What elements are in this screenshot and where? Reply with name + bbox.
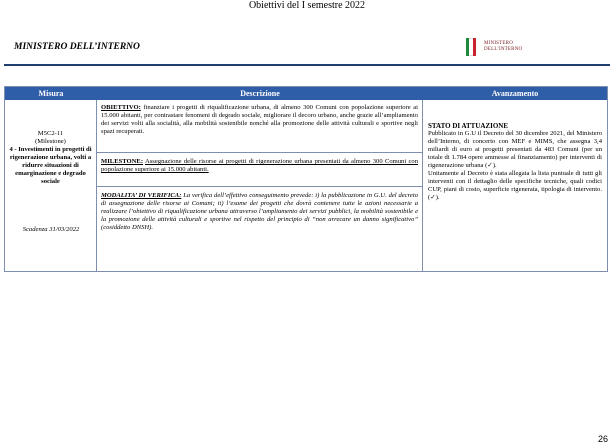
page-number: 26 [597,434,608,444]
avanzamento-cell [423,100,607,271]
verifica-label: MODALITA’ DI VERIFICA: [101,192,182,199]
header-descrizione: Descrizione [240,89,280,98]
avanzamento-title: STATO DI ATTUAZIONE [428,122,509,130]
logo-line-1: MINISTERO [484,41,514,46]
italian-flag-icon [466,38,476,56]
divider [97,186,422,187]
logo-line-2: DELL’INTERNO [484,47,523,52]
obiettivo-block [101,104,418,136]
divider [97,152,422,153]
milestone-table [4,86,608,272]
misura-deadline: Scadenza 31/03/2022 [22,226,80,233]
milestone-label: MILESTONE: [101,158,144,165]
misura-code: M5C2-11 [37,130,64,137]
ministry-title: MINISTERO DELL’INTERNO [14,42,140,52]
header-avanzamento: Avanzamento [491,89,539,98]
logo-text [484,41,522,53]
page-top-title: Obiettivi del I semestre 2022 [248,0,366,11]
avanzamento-paragraph-1: Pubblicato in G.U il Decreto del 30 dicembre 2021, del Ministero dell’Interno, di concerto con MEF e MIMS, che assegna 3,4 miliardi di euro ai progetti presentati da 483 Comuni (per un totale di 1.784 opere ammesse al finanziamento) per interventi di rigenerazione urbana (✓). [428,130,602,169]
misura-title: 4 - Investimenti in progetti di rigenerazione urbana, volti a ridurre situazioni di emarginazione e degrado sociale [9,146,92,185]
obiettivo-label: OBIETTIVO: [101,104,141,111]
header-rule [4,64,610,66]
obiettivo-text: finanziare i progetti di riqualificazione urbana, di almeno 300 Comuni con popolazione superiore ai 15.000 abitanti, per contrastare fenomeni di degrado sociale, migliorare il decoro urbano, anche grazie all’ampliamento dei servizi volti alla socialità, alla mobilità sostenibile nonché alla promozione delle attività culturali e sportive negli spazi recuperati. [101,104,418,135]
milestone-text: Assegnazione delle risorse ai progetti di rigenerazione urbana presentati da almeno 300 Comuni con popolazione superiore ai 15.000 abitanti. [101,158,418,173]
avanzamento-paragraph-2: Unitamente al Decreto è stata allegata la lista puntuale di tutti gli interventi con il dettaglio delle specifiche tecniche, quali codici CUP, piani di costo, superficie rigenerata, tipologia di intervento. (✓). [428,170,602,201]
table-header [5,87,607,100]
descrizione-cell [97,100,423,271]
verifica-text: La verifica dell’effettivo conseguimento prevede: i) la pubblicazione in G.U. del decreto di assegnazione delle risorse ai Comuni; ii) l’esame dei progetti che dovrà contenere tutte le azioni necessarie a realizzare l’obiettivo di riqualificazione urbana attraverso l’ampliamento dei servizi pubblici, la mobilità sostenibile e la promozione delle attività culturali e sportive nel rispetto del principio di “non arrecare un danno significativo” (cosiddetto DNSH). [101,192,418,231]
milestone-block [101,158,418,174]
misura-type: (Milestone) [35,138,66,145]
header-misura: Misura [38,89,64,98]
ministry-logo [466,38,522,56]
verifica-block [101,192,418,232]
misura-cell [5,100,97,271]
